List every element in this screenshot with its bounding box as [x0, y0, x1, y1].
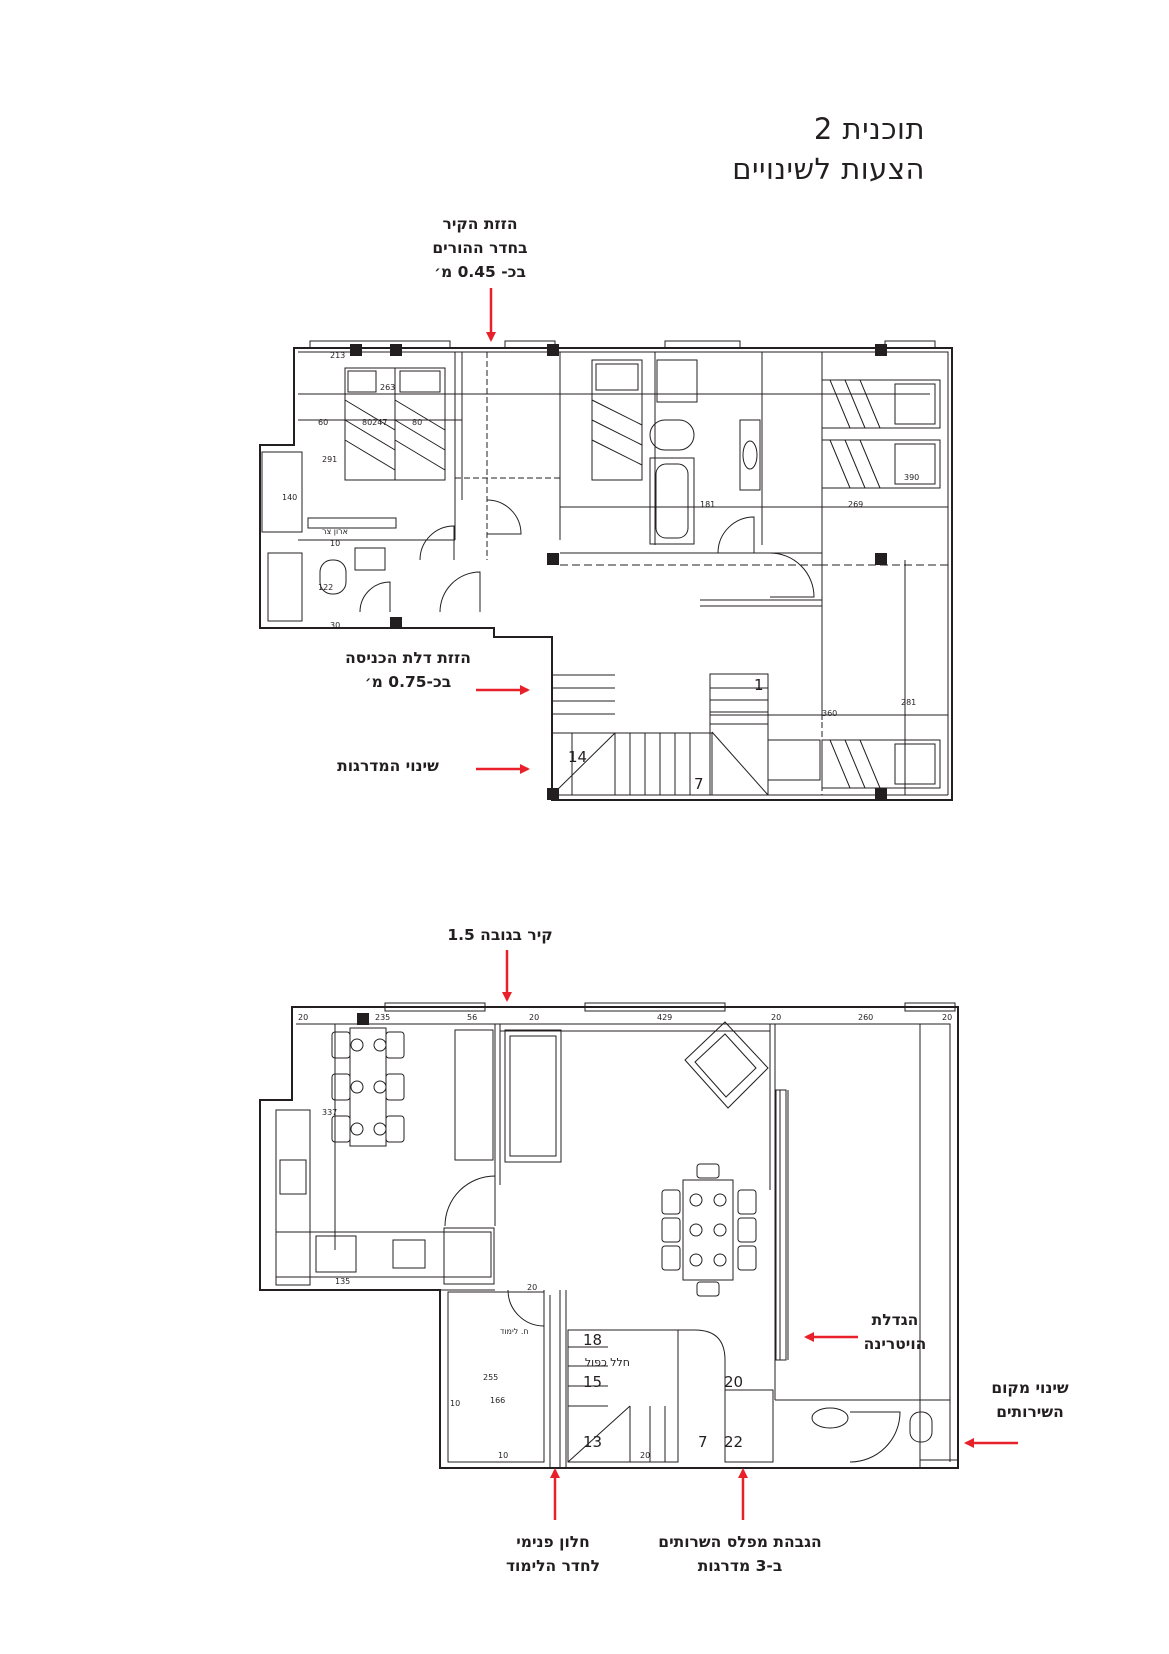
upper-dimensions: [282, 351, 919, 793]
column: [547, 553, 559, 565]
lower-outer-wall-inner: [296, 1024, 950, 1462]
note-line: בכ- 0.45 מ׳: [434, 263, 526, 281]
bathtub-inner: [656, 464, 688, 538]
door-swing: [440, 572, 480, 612]
dimension-label: 135: [335, 1277, 351, 1286]
note-line: הזזת הקיר: [442, 215, 518, 233]
dimension-label: 140: [282, 493, 298, 502]
bedsheet-hatch: [592, 400, 642, 465]
kitchen-counter: [276, 1232, 491, 1277]
sofa-back: [510, 1036, 556, 1156]
lower-outer-wall: [260, 1007, 958, 1468]
note-line: לחדר הלימוד: [505, 1557, 601, 1575]
dimension-label: 235: [375, 1013, 391, 1022]
stair-number: 14: [568, 748, 588, 766]
dimension-label: 10: [498, 1451, 509, 1460]
sofa: [505, 1030, 561, 1162]
stair-number: 1: [754, 676, 764, 694]
note-line: השירותים: [996, 1403, 1064, 1421]
stair-number: 13: [583, 1433, 603, 1451]
stair-number: 7: [698, 1433, 708, 1451]
cabinet: [455, 1030, 493, 1160]
stair-number: 18: [583, 1331, 603, 1349]
dimension-label: 60: [318, 418, 329, 427]
kitchen-sink: [393, 1240, 425, 1268]
room-label-void: חלל כפול: [584, 1356, 630, 1369]
wardrobe-label: ארון צר: [322, 527, 349, 536]
door-swing: [420, 526, 454, 560]
note-line: ב-3 מדרגות: [697, 1557, 783, 1575]
dimension-label: 20: [529, 1013, 540, 1022]
dimension-label: 20: [527, 1283, 538, 1292]
landing: [725, 1390, 773, 1462]
dimension-label: 10: [450, 1399, 461, 1408]
note-line: בכ-0.75 מ׳: [364, 673, 452, 691]
upper-outer-wall: [260, 348, 952, 800]
door-swing: [487, 500, 521, 534]
dining-table: [350, 1028, 386, 1146]
dimension-label: 10: [330, 539, 341, 548]
column: [357, 1013, 369, 1025]
dimension-label: 255: [483, 1373, 499, 1382]
chairs: [662, 1164, 756, 1296]
dimension-label: 337: [322, 1108, 338, 1117]
pillow: [596, 364, 638, 390]
note-line: הויטרינה: [863, 1335, 927, 1353]
toilet: [650, 420, 694, 450]
dimension-label: 80247: [362, 418, 388, 427]
cooktop: [316, 1236, 356, 1272]
landing: [768, 740, 820, 780]
toilet: [910, 1412, 932, 1442]
dimension-label: 20: [640, 1451, 651, 1460]
door-swing: [508, 1290, 544, 1326]
sink: [812, 1408, 848, 1428]
bedsheet-hatch: [830, 740, 880, 788]
chairs: [332, 1032, 404, 1142]
dimension-label: 181: [700, 500, 716, 509]
pillow: [348, 371, 376, 392]
entrance-steps: [552, 675, 615, 714]
dimension-label: 30: [330, 621, 341, 630]
armchair-inner: [695, 1034, 756, 1097]
pillow: [895, 384, 935, 424]
lower-floor-plan: [260, 1003, 958, 1468]
stair-number: 7: [694, 775, 704, 793]
column: [350, 344, 362, 356]
stair-treads: [572, 733, 690, 795]
dimension-label: 20: [298, 1013, 309, 1022]
door-swing: [718, 517, 754, 553]
vitrine: [776, 1090, 786, 1360]
fridge: [444, 1228, 494, 1284]
stair-number: 15: [583, 1373, 603, 1391]
pillow: [400, 371, 440, 392]
column: [875, 553, 887, 565]
room-label-study: ח. לימוד: [500, 1327, 529, 1336]
note-line: הגבהת מפלס השרותים: [658, 1533, 822, 1551]
column: [390, 617, 402, 629]
dimension-label: 263: [380, 383, 396, 392]
note-line: הזזת דלת הכניסה: [345, 649, 471, 667]
note-line: שינוי המדרגות: [337, 757, 439, 775]
note-line: בחדר ההורים: [432, 239, 528, 257]
dimension-label: 360: [822, 709, 838, 718]
bathtub: [262, 452, 302, 532]
dimension-label: 213: [330, 351, 346, 360]
upper-floor-plan: [260, 341, 952, 800]
door-swing: [360, 582, 390, 612]
note-line: חלון פנימי: [516, 1533, 590, 1551]
door-swing: [445, 1176, 495, 1226]
stair-number: 22: [724, 1433, 744, 1451]
column: [875, 788, 887, 800]
dimension-label: 20: [771, 1013, 782, 1022]
upper-window: [665, 341, 740, 348]
dimension-label: 390: [904, 473, 920, 482]
upper-window: [885, 341, 935, 348]
note-line: קיר בגובה 1.5: [447, 926, 553, 944]
dimension-label: 291: [322, 455, 338, 464]
dimension-label: 20: [942, 1013, 953, 1022]
sink: [355, 548, 385, 570]
upper-window: [310, 341, 450, 348]
door-swing: [850, 1412, 900, 1462]
bathtub: [268, 553, 302, 621]
dimension-label: 429: [657, 1013, 673, 1022]
dimension-label: 260: [858, 1013, 874, 1022]
kitchen-sink: [280, 1160, 306, 1194]
bedsheet-hatch: [830, 380, 880, 488]
door-swing: [770, 553, 814, 597]
dimension-label: 269: [848, 500, 864, 509]
annotation-arrows: [476, 288, 1018, 1520]
dimension-label: 56: [467, 1013, 478, 1022]
page-subtitle: הצעות לשינויים: [732, 152, 925, 186]
column: [390, 344, 402, 356]
page-title: תוכנית 2: [813, 112, 925, 146]
dimension-label: 166: [490, 1396, 506, 1405]
lower-dimensions: [298, 1013, 952, 1460]
column: [547, 344, 559, 356]
dimension-label: 80: [412, 418, 423, 427]
dimension-label: 281: [901, 698, 917, 707]
pillow: [895, 744, 935, 784]
kitchen-counter: [276, 1110, 310, 1285]
stair-number: 20: [724, 1373, 744, 1391]
sink: [657, 360, 697, 402]
bed: [592, 360, 642, 480]
column: [875, 344, 887, 356]
vanity-sink: [743, 441, 757, 469]
note-line: שינוי מקום: [991, 1379, 1069, 1397]
note-line: הגדלת: [871, 1311, 919, 1329]
stair-diagonal: [712, 732, 768, 795]
dimension-label: 122: [318, 583, 334, 592]
